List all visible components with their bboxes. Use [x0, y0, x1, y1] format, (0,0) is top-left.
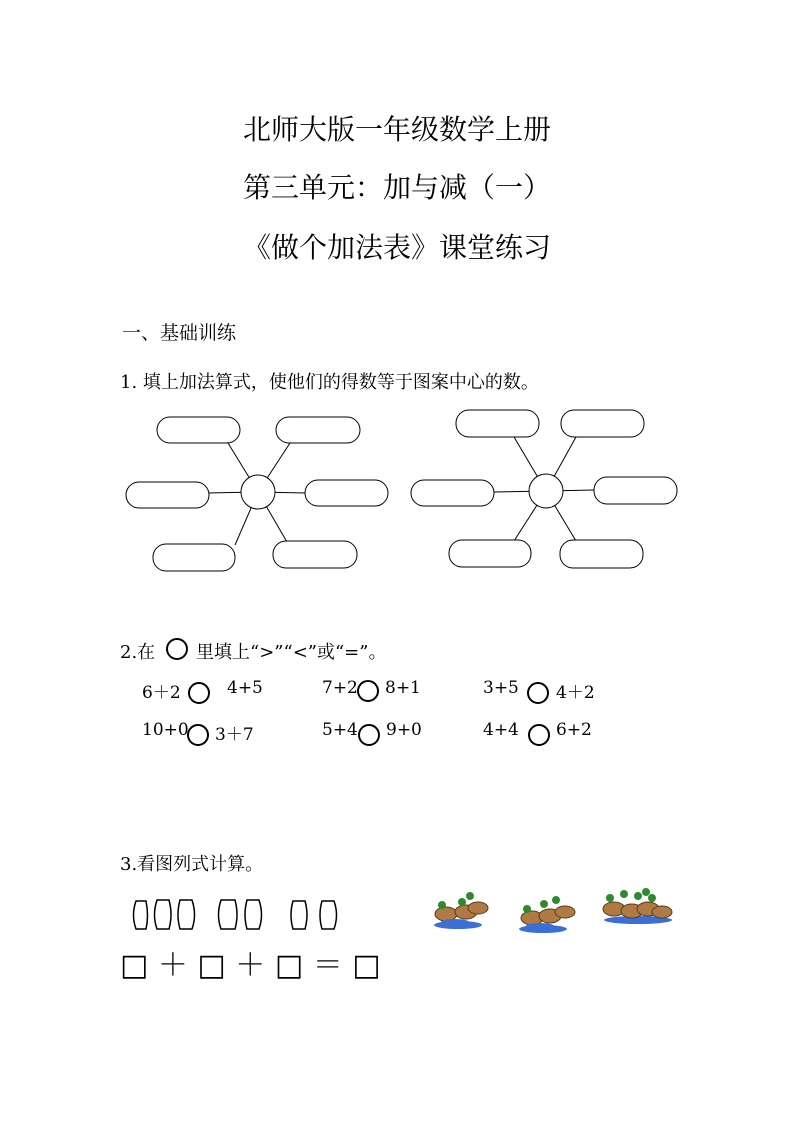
center-circle	[241, 475, 275, 509]
question-1-text: 1. 填上加法算式，使他们的得数等于图案中心的数。	[120, 372, 539, 393]
duck-group-2-icon	[519, 896, 575, 933]
question-2-prefix: 2.在	[120, 642, 156, 663]
answer-box	[153, 544, 235, 571]
question-2-text: 里填上“>”“<”或“=”。	[196, 642, 387, 663]
answer-box	[449, 540, 531, 567]
compare-circle	[188, 725, 208, 745]
answer-box	[276, 417, 360, 443]
expr-left: 5+4	[322, 720, 358, 740]
counting-blocks	[134, 900, 337, 929]
answer-box	[126, 482, 209, 508]
expr-left: 4+4	[483, 720, 519, 740]
answer-box	[157, 417, 240, 443]
expr-left: 6＋2	[142, 683, 181, 703]
duck-group-3-icon	[603, 888, 672, 924]
unit-title: 第三单元：加与减（一）	[242, 171, 551, 204]
answer-box	[561, 410, 644, 437]
answer-box	[411, 480, 494, 506]
section-heading: 一、基础训练	[122, 322, 237, 344]
equation-boxes: □ ＋ □ ＋ □ ＝ □	[120, 948, 381, 983]
answer-box	[273, 541, 357, 568]
expr-right: 9+0	[386, 720, 422, 740]
expr-left: 10+0	[142, 720, 189, 740]
star-diagram-right	[411, 410, 677, 568]
compare-circle	[189, 683, 209, 703]
compare-circle	[358, 681, 378, 701]
star-diagram-left	[126, 417, 388, 571]
answer-box	[560, 540, 643, 568]
expr-right: 8+1	[385, 678, 421, 698]
expr-left: 3+5	[483, 678, 519, 698]
compare-circle	[528, 683, 548, 703]
circle-symbol-icon	[167, 639, 187, 659]
compare-circle	[359, 725, 379, 745]
center-circle	[529, 474, 563, 508]
answer-box	[305, 480, 388, 506]
duck-group-1-icon	[434, 892, 488, 929]
expr-right: 4+5	[227, 678, 263, 698]
page-title: 北师大版一年级数学上册	[242, 113, 551, 146]
answer-box	[456, 410, 539, 437]
question-3-text: 3.看图列式计算。	[120, 854, 264, 875]
expr-right: 4＋2	[556, 683, 595, 703]
expr-left: 7+2	[322, 678, 358, 698]
expr-right: 6+2	[556, 720, 592, 740]
expr-right: 3＋7	[215, 725, 254, 745]
answer-box	[594, 477, 677, 504]
compare-circle	[529, 725, 549, 745]
lesson-title: 《做个加法表》课堂练习	[242, 231, 551, 264]
